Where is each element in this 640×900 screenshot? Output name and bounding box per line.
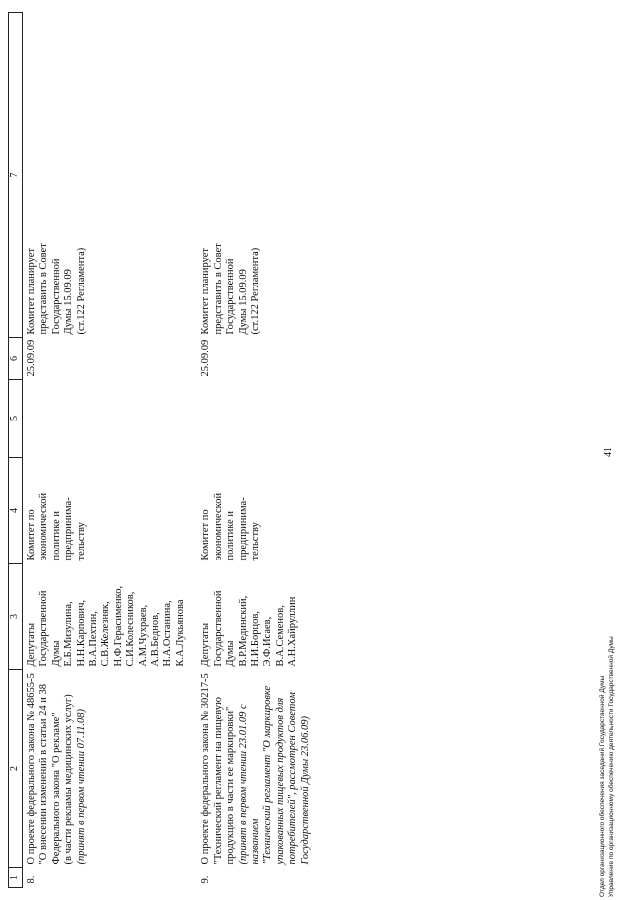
bill-note-line: "Технический регламент "О маркировке bbox=[262, 685, 274, 865]
author-line: В.Р.Мединский, bbox=[237, 595, 249, 667]
row-number bbox=[23, 868, 198, 888]
author-line: Государственной bbox=[38, 590, 50, 667]
bill-title-line: О проекте федерального закона № 48655-5 bbox=[26, 673, 37, 865]
column-header: 1 bbox=[9, 868, 23, 888]
status-line: Комитет планирует bbox=[26, 248, 37, 335]
date-text: 25.09.09 bbox=[26, 339, 37, 377]
status-line: представить в Совет bbox=[38, 243, 50, 335]
bill-note-line: Государственной Думы 23.06.09) bbox=[299, 716, 311, 865]
row-number bbox=[197, 868, 322, 888]
status-cell bbox=[23, 13, 198, 338]
column-header: 5 bbox=[9, 380, 23, 458]
committee-cell bbox=[197, 458, 322, 564]
author-line: Е.Б.Мизулина, bbox=[63, 601, 75, 667]
committee-line: политике и bbox=[225, 510, 237, 561]
bill-title-line: Федерального закона "О рекламе" bbox=[50, 712, 62, 865]
author-line: Депутаты bbox=[26, 622, 37, 667]
author-line: Э.Ф.Исаев, bbox=[262, 616, 274, 667]
date-text: 25.09.09 bbox=[200, 339, 212, 377]
status-line: представить в Совет bbox=[212, 243, 224, 335]
bill-title-line: "О внесении изменений в статьи 24 и 38 bbox=[38, 684, 50, 865]
committee-cell bbox=[23, 458, 198, 564]
status-line: Думы 15.09.09 bbox=[63, 269, 75, 335]
column-header: 3 bbox=[9, 564, 23, 670]
committee-line: политике и bbox=[50, 510, 62, 561]
author-line: К.А.Лукьянова bbox=[174, 599, 186, 667]
row-number-text: 9. bbox=[200, 875, 212, 884]
column-header: 6 bbox=[9, 338, 23, 380]
author-line: Депутаты bbox=[200, 622, 212, 667]
status-line: (ст.122 Регламента) bbox=[249, 247, 261, 335]
committee-line: экономической bbox=[38, 492, 50, 561]
author-line: Н.Н.Карпович, bbox=[75, 599, 87, 667]
column-header: 4 bbox=[9, 458, 23, 564]
authors-cell bbox=[197, 564, 322, 670]
legislation-table bbox=[8, 12, 322, 888]
committee-line: тельству bbox=[249, 522, 261, 561]
page-number: 41 bbox=[603, 447, 614, 457]
bill-title-cell bbox=[197, 670, 322, 868]
author-line: А.М.Чухраев, bbox=[137, 604, 149, 667]
author-line: А.Н.Хайруллин bbox=[287, 596, 299, 667]
footer-line: Отдел организационного обеспечения заседаний Государственной Думы bbox=[599, 675, 606, 897]
table-row bbox=[197, 13, 322, 888]
column-5-cell bbox=[23, 380, 198, 458]
status-line: (ст.122 Регламента) bbox=[75, 247, 87, 335]
committee-line: Комитет по bbox=[26, 509, 37, 561]
bill-title-line: "Технический регламент на пищевую bbox=[212, 697, 224, 865]
author-line: Думы bbox=[50, 640, 62, 667]
footer-line: Управление по организационному обеспечению деятельности Государственной Думы bbox=[608, 636, 615, 897]
authors-cell bbox=[23, 564, 198, 670]
column-header: 7 bbox=[9, 13, 23, 338]
date-cell bbox=[23, 338, 198, 380]
committee-line: Комитет по bbox=[200, 509, 212, 561]
status-line: Думы 15.09.09 bbox=[237, 269, 249, 335]
bill-title-cell bbox=[23, 670, 198, 868]
column-header: 2 bbox=[9, 670, 23, 868]
bill-note-line: потребителей", рассмотрен Советом bbox=[287, 692, 299, 865]
committee-line: экономической bbox=[212, 492, 224, 561]
author-line: Н.И.Борцов, bbox=[249, 611, 261, 667]
date-cell bbox=[197, 338, 322, 380]
author-line: С.И.Колесников, bbox=[125, 591, 137, 667]
bill-note-line: упакованных пищевых продуктов для bbox=[274, 697, 286, 865]
author-line: Думы bbox=[225, 640, 237, 667]
status-line: Государственной bbox=[225, 258, 237, 335]
status-line: Комитет планирует bbox=[200, 248, 212, 335]
author-line: Государственной bbox=[212, 590, 224, 667]
table-row bbox=[23, 13, 198, 888]
committee-line: предпринима- bbox=[237, 497, 249, 561]
author-line: С.В.Железняк, bbox=[100, 601, 112, 667]
author-line: В.А.Семенов, bbox=[274, 605, 286, 667]
row-number-text: 8. bbox=[26, 875, 37, 884]
status-line: Государственной bbox=[50, 258, 62, 335]
committee-line: тельству bbox=[75, 522, 87, 561]
footer bbox=[598, 587, 616, 897]
column-5-cell bbox=[197, 380, 322, 458]
author-line: А.В.Беднов, bbox=[150, 612, 162, 667]
bill-title-line: (в части рекламы медицинских услуг) bbox=[63, 694, 75, 865]
bill-note-line: (принят в первом чтении 07.11.08) bbox=[75, 708, 87, 865]
bill-note-line: (принят в первом чтении 23.01.09 с названием bbox=[237, 704, 261, 865]
author-line: В.А.Пехтин, bbox=[88, 611, 100, 667]
author-line: Н.Ф.Герасименко, bbox=[112, 585, 124, 667]
bill-title-line: О проекте федерального закона № 30217-5 bbox=[200, 673, 212, 865]
status-cell bbox=[197, 13, 322, 338]
author-line: Н.А.Останина, bbox=[162, 600, 174, 667]
bill-title-line: продукцию в части ее маркировки" bbox=[225, 706, 237, 865]
committee-line: предпринима- bbox=[63, 497, 75, 561]
